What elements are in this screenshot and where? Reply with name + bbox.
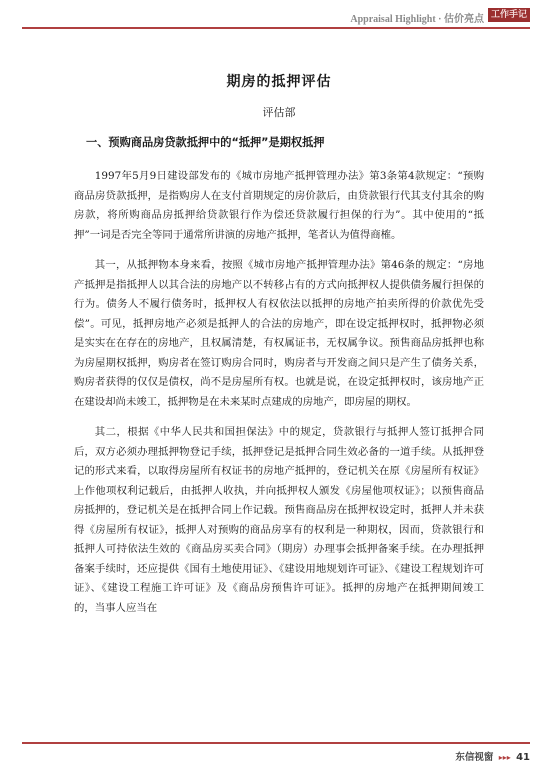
paragraph-1: 1997年5月9日建设部发布的《城市房地产抵押管理办法》第3条第4款规定：“预购商品房贷款抵押，是指购房人在支付首期规定的房价款后，由贷款银行代其支付其余的购房款，将所购商品房抵押给贷款银行作为偿还贷款履行担保的行为”。其中使用的“抵押”一词是否完全等同于通常所讲演的房地产抵押，笔者认为值得商榷。	[74, 170, 484, 241]
footer-arrow-marker: ▸▸▸	[498, 753, 511, 762]
paragraph-2: 其一，从抵押物本身来看，按照《城市房地产抵押管理办法》第46条的规定：“房地产抵押是指抵押人以其合法的房地产以不转移占有的方式向抵押权人提供债务履行担保的行为。债务人不履行债务时，抵押权人有权依法以抵押的房地产拍卖所得的价款优先受偿”。可见，抵押房地产必须是抵押人的合法的房地产，即在设定抵押权时，抵押物必须是实实在在存在的房地产，且权属清楚，有权属证书，无权属争议。预售商品房抵押也称为房屋期权抵押，购房者在签订购房合同时，购房者与开发商之间只是产生了债务关系，购房者获得的仅仅是债权，尚不是房屋所有权。也就是说，在设定抵押权时，该房地产正在建设却尚未竣工，抵押物是在未来某时点建成的房地产，即房屋的期权。	[74, 259, 484, 408]
header-rule	[22, 27, 530, 29]
paragraph-3: 其二，根据《中华人民共和国担保法》中的规定，贷款银行与抵押人签订抵押合同后，双方必须办理抵押物登记手续，抵押登记是抵押合同生效必备的一道手续。从抵押登记的形式来看，以取得房屋所有权证书的房地产抵押的，登记机关在原《房屋所有权证》上作他项权利记载后，由抵押人收执，并向抵押权人颁发《房屋他项权证》；以预售商品房抵押的，登记机关是在抵押合同上作记载。预售商品房在抵押权设定时，抵押人并未获得《房屋所有权证》，抵押人对预购的商品房享有的权利是一种期权，因而，贷款银行和抵押人可持依法生效的《商品房买卖合同》（期房）办理事会抵押备案手续。在办理抵押备案手续时，还应提供《国有土地使用证》、《建设用地规划许可证》、《建设工程规划许可证》、《建设工程施工许可证》及《商品房预售许可证》。抵押的房地产在抵押期间竣工的，当事人应当在	[74, 426, 484, 614]
header-tag: 工作手记	[488, 8, 530, 22]
article-body	[74, 72, 484, 629]
page-number: 41	[516, 752, 530, 763]
article-department: 评估部	[262, 106, 296, 119]
header-section-label: Appraisal Highlight · 估价亮点	[350, 14, 484, 25]
footer-rule	[22, 742, 530, 744]
section-heading: 一、预购商品房贷款抵押中的“抵押”是期权抵押	[86, 136, 325, 149]
footer-publication: 东信视窗	[455, 752, 494, 763]
page-header	[0, 0, 550, 32]
article-title: 期房的抵押评估	[226, 74, 332, 90]
page-footer	[455, 749, 530, 763]
